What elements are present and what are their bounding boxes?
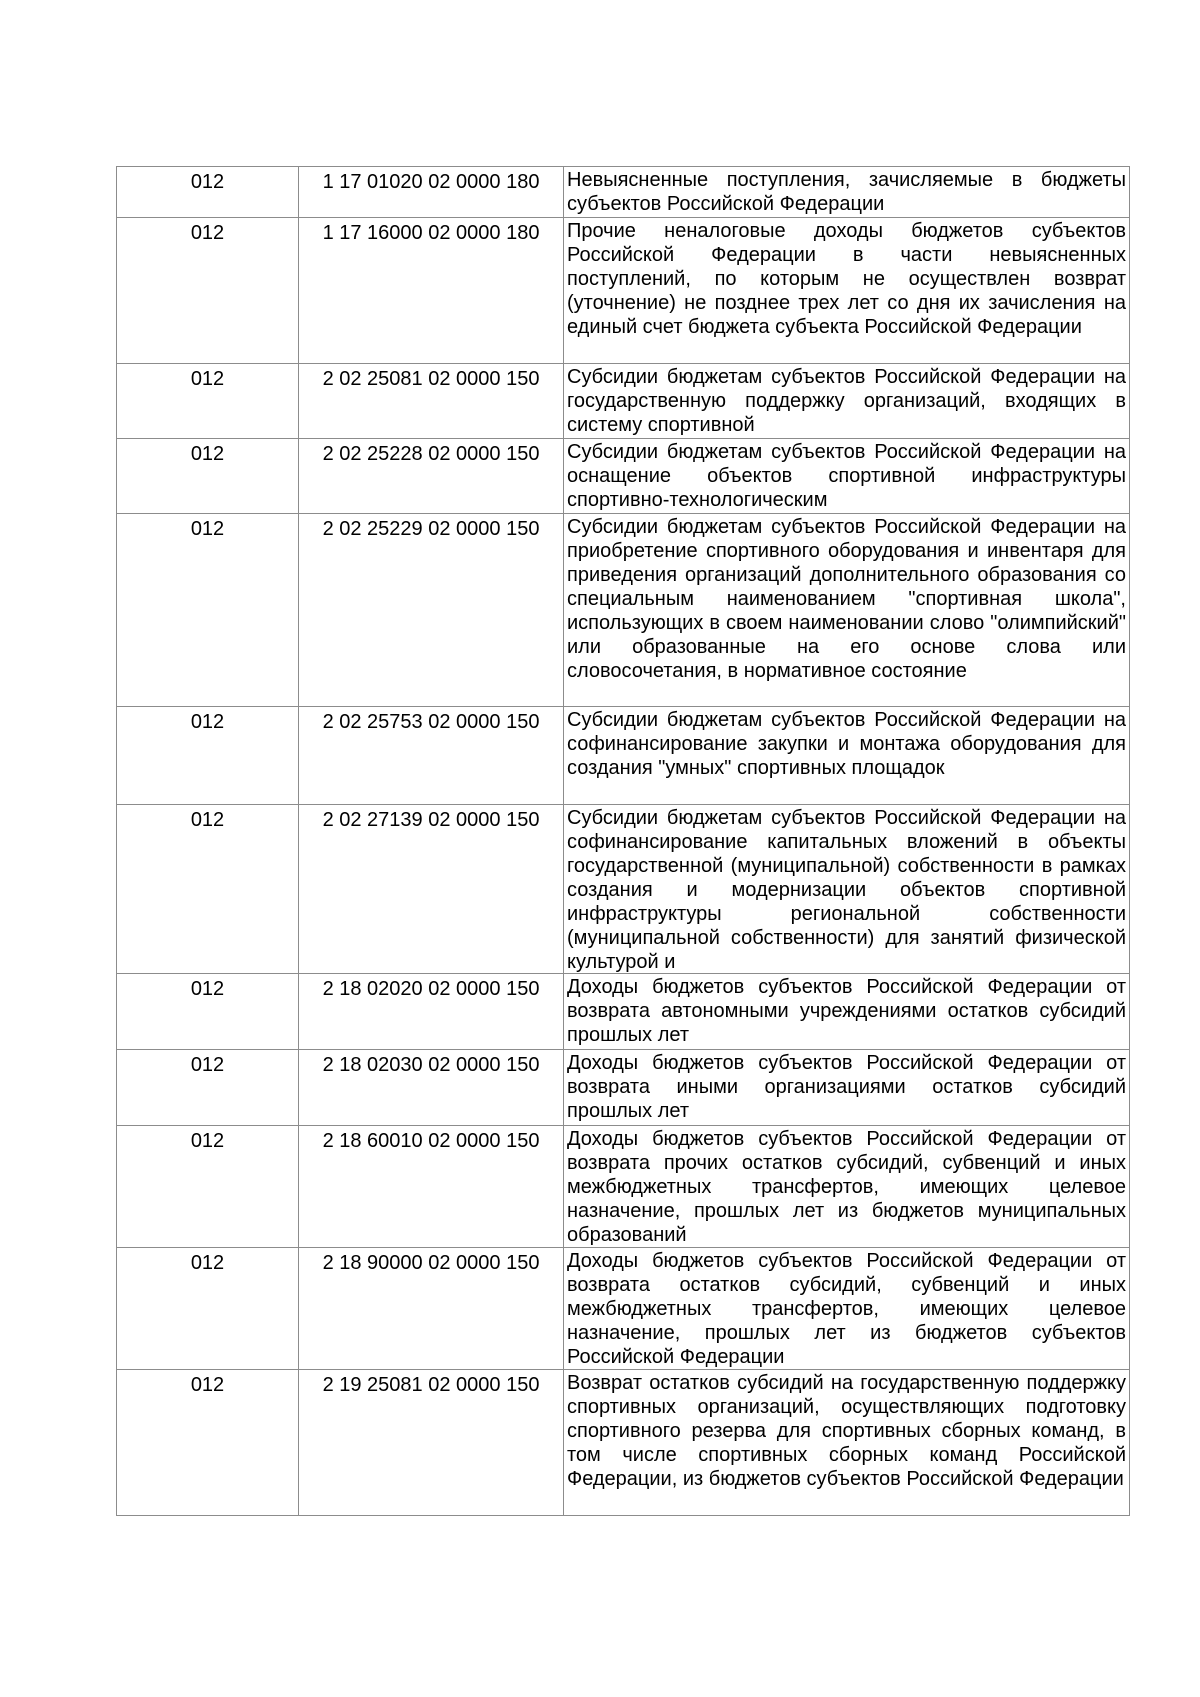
table-row <box>117 167 1130 218</box>
income-name-cell: Субсидии бюджетам субъектов Российской Федерации на софинансирование капитальных вложений в объекты государственной (муниципальной) собственности в рамках создания и модернизации объектов спортивной инфраструктуры региональной собственности (муниципальной собственности) для занятий физической культурой и <box>564 805 1130 974</box>
income-name-cell: Возврат остатков субсидий на государственную поддержку спортивных организаций, осуществляющих подготовку спортивного резерва для спортивных сборных команд, в том числе спортивных сборных команд Российской Федерации, из бюджетов субъектов Российской Федерации <box>564 1370 1130 1516</box>
admin-code-cell: 012 <box>117 805 299 974</box>
admin-code-cell: 012 <box>117 218 299 364</box>
budget-code-cell: 2 18 02020 02 0000 150 <box>299 974 564 1050</box>
budget-code-cell: 1 17 01020 02 0000 180 <box>299 167 564 218</box>
budget-code-cell: 2 02 27139 02 0000 150 <box>299 805 564 974</box>
admin-code-cell: 012 <box>117 364 299 439</box>
admin-code-cell: 012 <box>117 974 299 1050</box>
income-name-cell: Доходы бюджетов субъектов Российской Федерации от возврата автономными учреждениями остатков субсидий прошлых лет <box>564 974 1130 1050</box>
admin-code-cell: 012 <box>117 439 299 514</box>
income-name-cell: Субсидии бюджетам субъектов Российской Федерации на софинансирование закупки и монтажа оборудования для создания "умных" спортивных площадок <box>564 707 1130 805</box>
admin-code-cell: 012 <box>117 1248 299 1370</box>
budget-code-cell: 2 02 25081 02 0000 150 <box>299 364 564 439</box>
admin-code-cell: 012 <box>117 514 299 707</box>
budget-code-cell: 2 18 90000 02 0000 150 <box>299 1248 564 1370</box>
table-row <box>117 364 1130 439</box>
admin-code-cell: 012 <box>117 707 299 805</box>
budget-code-cell: 2 02 25229 02 0000 150 <box>299 514 564 707</box>
budget-code-cell: 2 18 60010 02 0000 150 <box>299 1126 564 1248</box>
table-row <box>117 805 1130 974</box>
table-row <box>117 1126 1130 1248</box>
income-name-cell: Субсидии бюджетам субъектов Российской Федерации на приобретение спортивного оборудования и инвентаря для приведения организаций дополнительного образования со специальным наименованием "спортивная школа", использующих в своем наименовании слово "олимпийский" или образованные на его основе слова или словосочетания, в нормативное состояние <box>564 514 1130 707</box>
admin-code-cell: 012 <box>117 1370 299 1516</box>
budget-code-cell: 2 19 25081 02 0000 150 <box>299 1370 564 1516</box>
income-name-cell: Невыясненные поступления, зачисляемые в бюджеты субъектов Российской Федерации <box>564 167 1130 218</box>
table-row <box>117 974 1130 1050</box>
budget-code-cell: 2 18 02030 02 0000 150 <box>299 1050 564 1126</box>
admin-code-cell: 012 <box>117 1050 299 1126</box>
table-row <box>117 707 1130 805</box>
table-row <box>117 1050 1130 1126</box>
income-name-cell: Субсидии бюджетам субъектов Российской Федерации на государственную поддержку организаций, входящих в систему спортивной <box>564 364 1130 439</box>
table-row <box>117 439 1130 514</box>
budget-code-cell: 2 02 25753 02 0000 150 <box>299 707 564 805</box>
table-row <box>117 514 1130 707</box>
table-row <box>117 218 1130 364</box>
income-name-cell: Доходы бюджетов субъектов Российской Федерации от возврата остатков субсидий, субвенций и иных межбюджетных трансфертов, имеющих целевое назначение, прошлых лет из бюджетов субъектов Российской Федерации <box>564 1248 1130 1370</box>
income-name-cell: Прочие неналоговые доходы бюджетов субъектов Российской Федерации в части невыясненных поступлений, по которым не осуществлен возврат (уточнение) не позднее трех лет со дня их зачисления на единый счет бюджета субъекта Российской Федерации <box>564 218 1130 364</box>
income-name-cell: Доходы бюджетов субъектов Российской Федерации от возврата прочих остатков субсидий, субвенций и иных межбюджетных трансфертов, имеющих целевое назначение, прошлых лет из бюджетов муниципальных образований <box>564 1126 1130 1248</box>
income-name-cell: Субсидии бюджетам субъектов Российской Федерации на оснащение объектов спортивной инфраструктуры спортивно-технологическим <box>564 439 1130 514</box>
table-row <box>117 1248 1130 1370</box>
income-name-cell: Доходы бюджетов субъектов Российской Федерации от возврата иными организациями остатков субсидий прошлых лет <box>564 1050 1130 1126</box>
table-row <box>117 1370 1130 1516</box>
admin-code-cell: 012 <box>117 167 299 218</box>
budget-codes-table <box>116 166 1130 1516</box>
budget-code-cell: 2 02 25228 02 0000 150 <box>299 439 564 514</box>
admin-code-cell: 012 <box>117 1126 299 1248</box>
budget-code-cell: 1 17 16000 02 0000 180 <box>299 218 564 364</box>
